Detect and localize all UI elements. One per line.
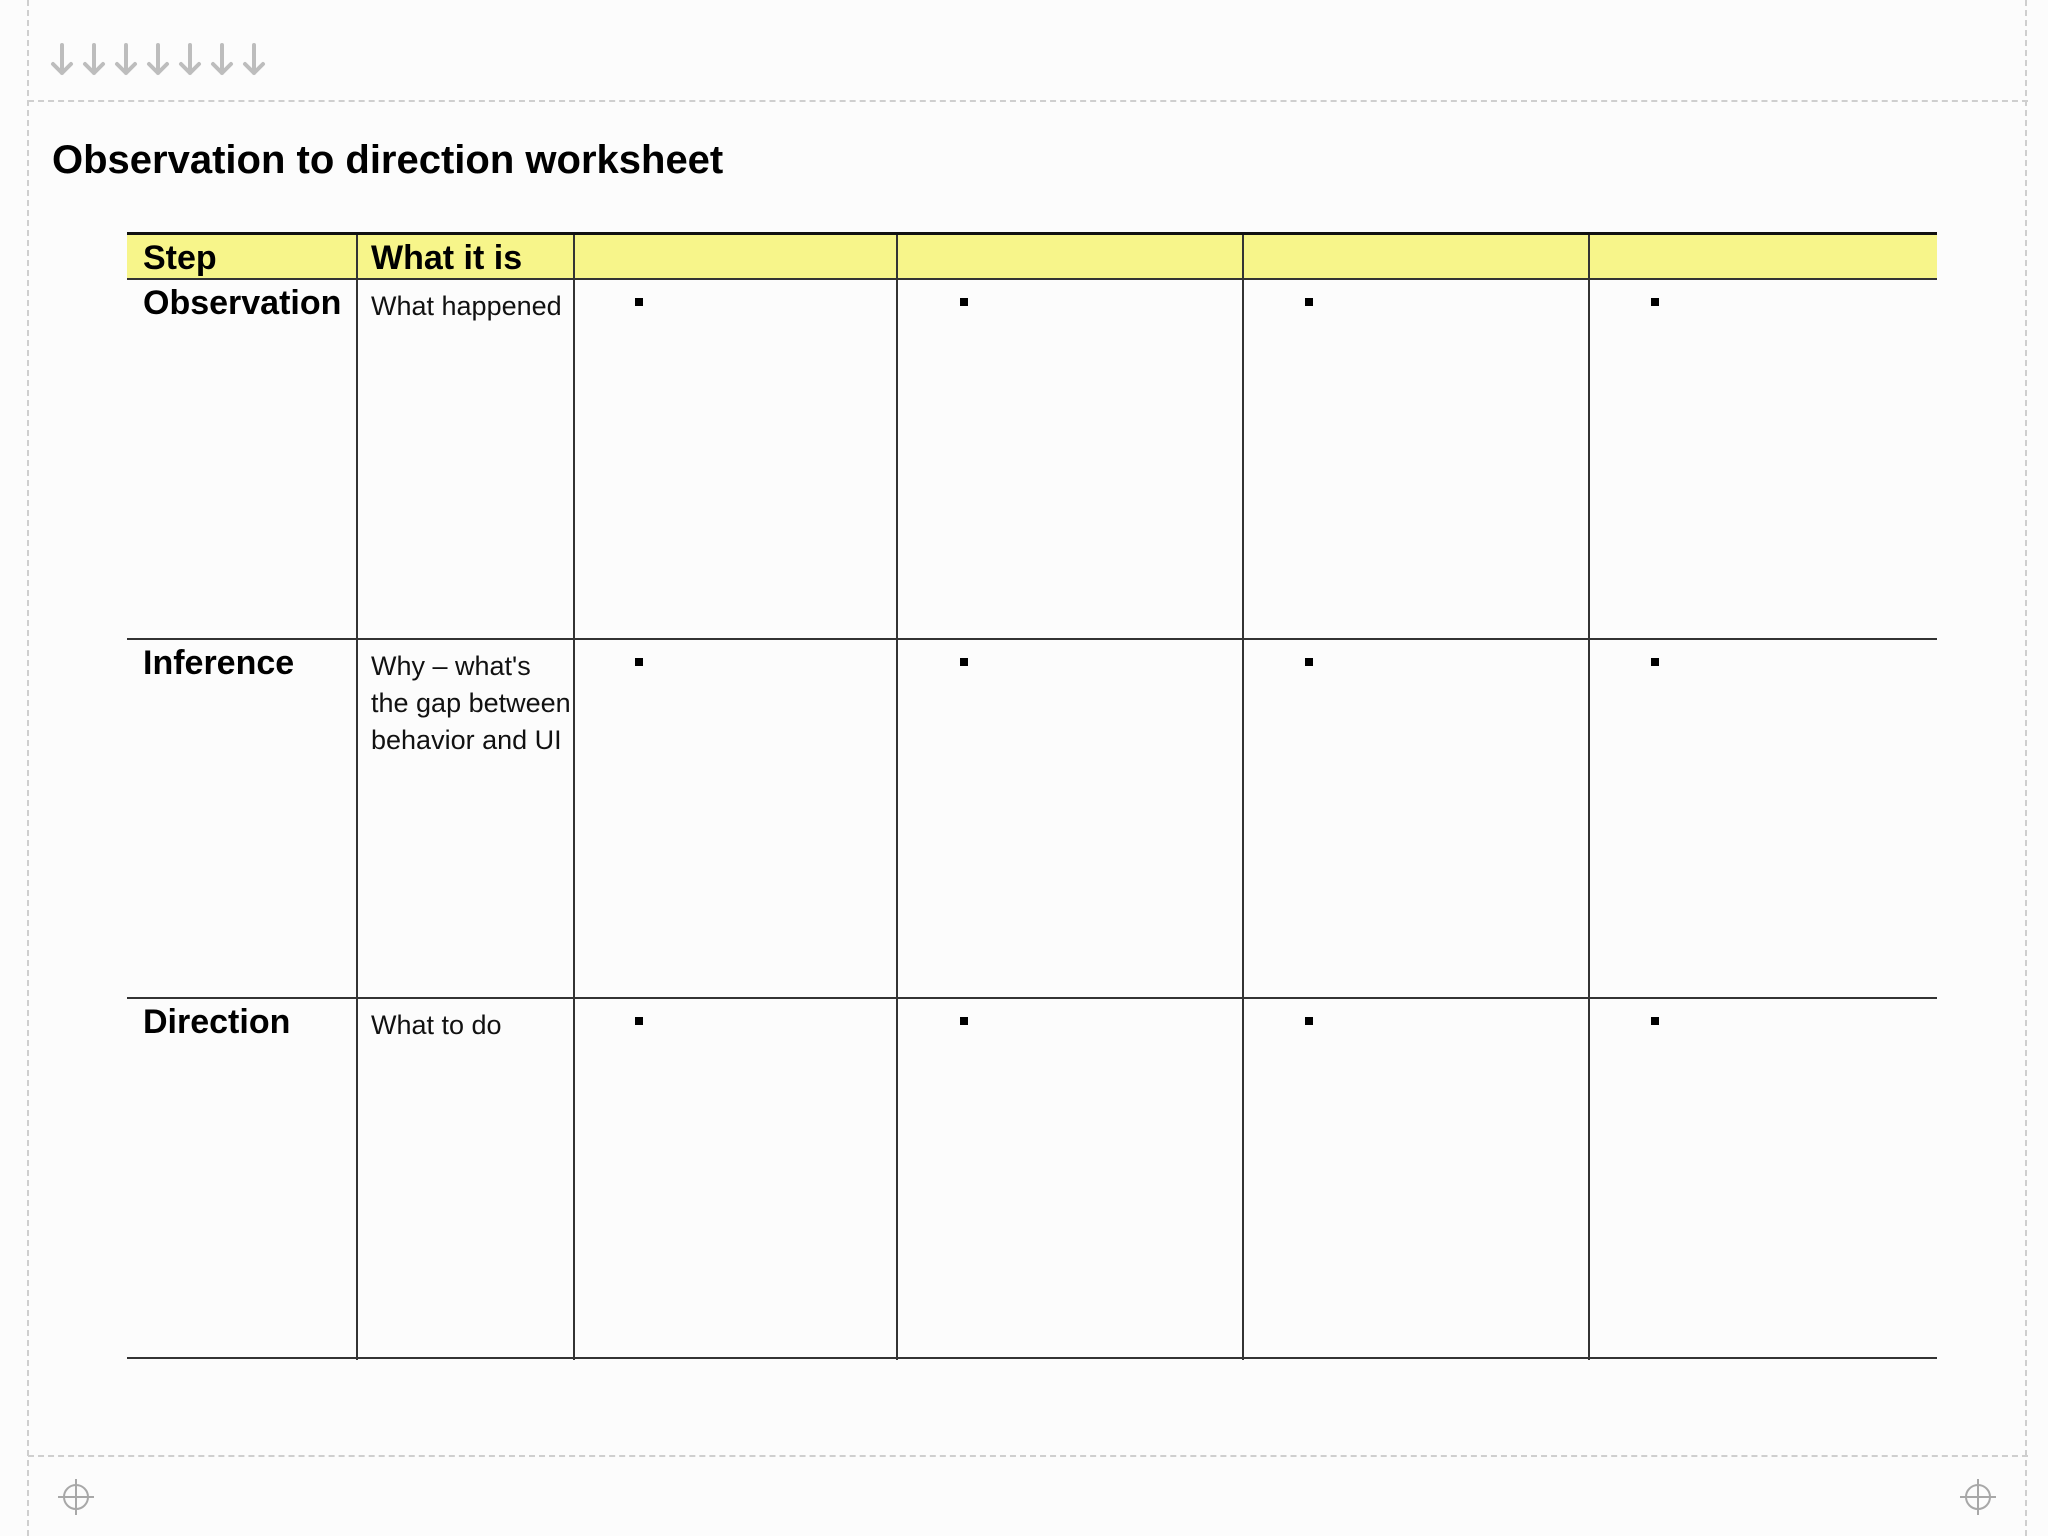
crosshair-icon (56, 1477, 96, 1517)
table-column-divider (1588, 235, 1590, 1360)
table-column-divider (896, 235, 898, 1360)
arrow-down-button[interactable] (112, 40, 140, 80)
table-border-top (127, 232, 1937, 235)
arrow-down-icon (114, 42, 138, 78)
page-guide-top (28, 100, 2028, 102)
bullet-point (635, 298, 643, 306)
table-column-divider (573, 235, 575, 1360)
bullet-point (960, 1017, 968, 1025)
arrow-down-icon (178, 42, 202, 78)
table-column-divider (356, 235, 358, 1360)
bullet-point (1305, 1017, 1313, 1025)
row-label-observation: Observation (143, 284, 342, 322)
arrow-down-button[interactable] (208, 40, 236, 80)
worksheet-table (127, 232, 1937, 1360)
row-description-direction: What to do (371, 1010, 502, 1040)
page-guide-right (2025, 0, 2027, 1536)
page-guide-bottom (28, 1455, 2028, 1457)
arrow-down-button[interactable] (176, 40, 204, 80)
bullet-point (960, 658, 968, 666)
row-description-observation: What happened (371, 291, 562, 321)
row-label-direction: Direction (143, 1003, 291, 1041)
table-row-divider (127, 638, 1937, 640)
crosshair-icon (1958, 1477, 1998, 1517)
bullet-point (1305, 298, 1313, 306)
bullet-point (960, 298, 968, 306)
arrow-down-button[interactable] (144, 40, 172, 80)
row-label-inference: Inference (143, 644, 295, 682)
bullet-point (1651, 1017, 1659, 1025)
table-header-divider (127, 278, 1937, 280)
bullet-point (635, 658, 643, 666)
row-description-inference: Why – what's the gap between behavior and UI (371, 651, 571, 755)
arrow-toolbar (48, 40, 268, 80)
arrow-down-icon (210, 42, 234, 78)
arrow-down-icon (50, 42, 74, 78)
table-column-divider (1242, 235, 1244, 1360)
arrow-down-icon (82, 42, 106, 78)
bullet-point (635, 1017, 643, 1025)
page-title: Observation to direction worksheet (52, 138, 724, 182)
arrow-down-button[interactable] (48, 40, 76, 80)
arrow-down-icon (242, 42, 266, 78)
header-cell-what-it-is: What it is (371, 239, 523, 277)
table-border-bottom (127, 1357, 1937, 1359)
header-cell-step: Step (143, 239, 217, 277)
arrow-down-button[interactable] (240, 40, 268, 80)
table-row-divider (127, 997, 1937, 999)
arrow-down-icon (146, 42, 170, 78)
bullet-point (1651, 658, 1659, 666)
arrow-down-button[interactable] (80, 40, 108, 80)
page-guide-left (27, 0, 29, 1536)
bullet-point (1305, 658, 1313, 666)
bullet-point (1651, 298, 1659, 306)
